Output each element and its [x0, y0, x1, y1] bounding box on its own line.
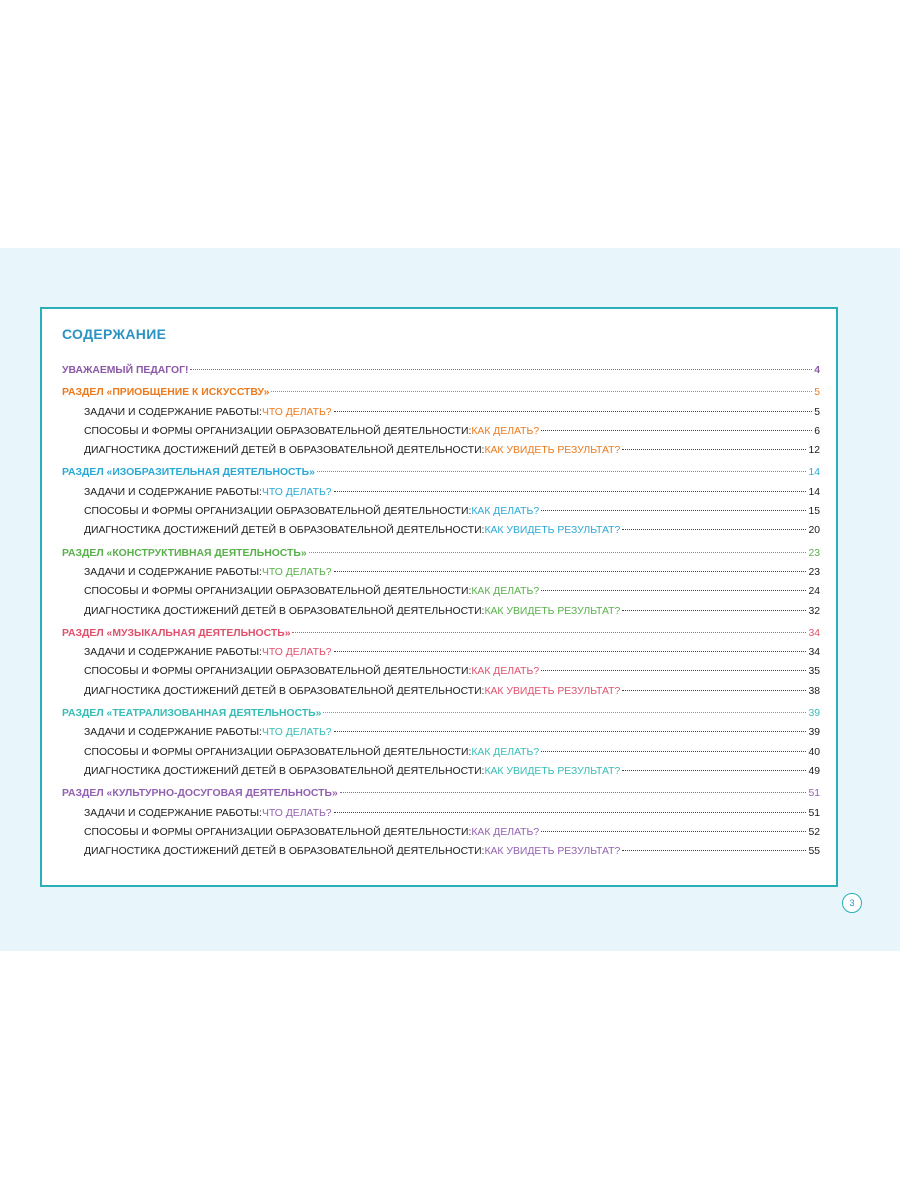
- toc-subsection-entry[interactable]: [62, 682, 820, 701]
- dot-leader: [340, 792, 807, 793]
- dot-leader: [309, 552, 807, 553]
- subsection-highlight: ЧТО ДЕЛАТЬ?: [261, 727, 332, 739]
- toc-subsection-entry[interactable]: [62, 602, 820, 621]
- subsection-page: 38: [808, 685, 820, 697]
- dot-leader: [541, 430, 812, 431]
- toc-subsection-entry[interactable]: [62, 842, 820, 861]
- subsection-label: СПОСОБЫ И ФОРМЫ ОРГАНИЗАЦИИ ОБРАЗОВАТЕЛЬНОЙ ДЕЯТЕЛЬНОСТИ:: [84, 746, 472, 758]
- subsection-highlight: КАК ДЕЛАТЬ?: [471, 506, 540, 518]
- toc-subsection-entry[interactable]: [62, 502, 820, 521]
- subsection-highlight: КАК УВИДЕТЬ РЕЗУЛЬТАТ?: [484, 846, 621, 858]
- dot-leader: [541, 510, 806, 511]
- toc-section-entry[interactable]: [62, 544, 820, 563]
- subsection-page: 24: [808, 586, 820, 598]
- dot-leader: [622, 690, 806, 691]
- subsection-highlight: КАК УВИДЕТЬ РЕЗУЛЬТАТ?: [484, 765, 621, 777]
- subsection-page: 14: [808, 486, 820, 498]
- toc-subsection-entry[interactable]: [62, 521, 820, 540]
- subsection-highlight: КАК ДЕЛАТЬ?: [471, 746, 540, 758]
- toc-subsection-entry[interactable]: [62, 804, 820, 823]
- dot-leader: [334, 812, 807, 813]
- toc-subsection-entry[interactable]: [62, 662, 820, 681]
- section-page: 14: [808, 467, 820, 479]
- subsection-highlight: КАК УВИДЕТЬ РЕЗУЛЬТАТ?: [484, 685, 621, 697]
- subsection-page: 5: [814, 406, 820, 418]
- subsection-page: 32: [808, 605, 820, 617]
- dot-leader: [334, 571, 807, 572]
- dot-leader: [541, 831, 806, 832]
- subsection-highlight: ЧТО ДЕЛАТЬ?: [261, 486, 332, 498]
- subsection-label: ДИАГНОСТИКА ДОСТИЖЕНИЙ ДЕТЕЙ В ОБРАЗОВАТЕЛЬНОЙ ДЕЯТЕЛЬНОСТИ:: [84, 765, 485, 777]
- toc-subsection-entry[interactable]: [62, 582, 820, 601]
- toc-section-entry[interactable]: [62, 463, 820, 482]
- toc-subsection-entry[interactable]: [62, 563, 820, 582]
- subsection-highlight: КАК УВИДЕТЬ РЕЗУЛЬТАТ?: [484, 525, 621, 537]
- intro-page: 4: [814, 365, 820, 376]
- table-of-contents: [62, 361, 820, 861]
- section-page: 51: [808, 788, 820, 800]
- dot-leader: [292, 632, 806, 633]
- toc-subsection-entry[interactable]: [62, 422, 820, 441]
- subsection-label: ЗАДАЧИ И СОДЕРЖАНИЕ РАБОТЫ:: [84, 566, 262, 578]
- dot-leader: [334, 731, 807, 732]
- dot-leader: [271, 391, 812, 392]
- intro-label: УВАЖАЕМЫЙ ПЕДАГОГ!: [62, 365, 189, 376]
- subsection-page: 6: [814, 425, 820, 437]
- subsection-label: ЗАДАЧИ И СОДЕРЖАНИЕ РАБОТЫ:: [84, 406, 262, 418]
- toc-section-entry[interactable]: [62, 704, 820, 723]
- section-label: РАЗДЕЛ «ПРИОБЩЕНИЕ К ИСКУССТВУ»: [62, 387, 270, 399]
- page-title: СОДЕРЖАНИЕ: [62, 326, 167, 342]
- toc-section-entry[interactable]: [62, 383, 820, 402]
- subsection-highlight: КАК ДЕЛАТЬ?: [471, 666, 540, 678]
- subsection-highlight: КАК УВИДЕТЬ РЕЗУЛЬТАТ?: [484, 605, 621, 617]
- toc-subsection-entry[interactable]: [62, 723, 820, 742]
- dot-leader: [334, 651, 807, 652]
- section-label: РАЗДЕЛ «ТЕАТРАЛИЗОВАННАЯ ДЕЯТЕЛЬНОСТЬ»: [62, 708, 322, 720]
- subsection-highlight: ЧТО ДЕЛАТЬ?: [261, 566, 332, 578]
- subsection-highlight: ЧТО ДЕЛАТЬ?: [261, 406, 332, 418]
- subsection-label: СПОСОБЫ И ФОРМЫ ОРГАНИЗАЦИИ ОБРАЗОВАТЕЛЬНОЙ ДЕЯТЕЛЬНОСТИ:: [84, 506, 472, 518]
- dot-leader: [622, 770, 806, 771]
- subsection-page: 15: [808, 506, 820, 518]
- subsection-label: СПОСОБЫ И ФОРМЫ ОРГАНИЗАЦИИ ОБРАЗОВАТЕЛЬНОЙ ДЕЯТЕЛЬНОСТИ:: [84, 826, 472, 838]
- section-label: РАЗДЕЛ «ИЗОБРАЗИТЕЛЬНАЯ ДЕЯТЕЛЬНОСТЬ»: [62, 467, 315, 479]
- subsection-page: 34: [808, 647, 820, 659]
- toc-section-entry[interactable]: [62, 624, 820, 643]
- section-label: РАЗДЕЛ «МУЗЫКАЛЬНАЯ ДЕЯТЕЛЬНОСТЬ»: [62, 627, 291, 639]
- contents-frame: [40, 307, 838, 887]
- subsection-label: ЗАДАЧИ И СОДЕРЖАНИЕ РАБОТЫ:: [84, 647, 262, 659]
- subsection-page: 55: [808, 846, 820, 858]
- subsection-highlight: КАК ДЕЛАТЬ?: [471, 586, 540, 598]
- dot-leader: [334, 411, 813, 412]
- toc-subsection-entry[interactable]: [62, 441, 820, 460]
- dot-leader: [190, 369, 812, 370]
- dot-leader: [323, 712, 806, 713]
- subsection-page: 35: [808, 666, 820, 678]
- section-page: 23: [808, 547, 820, 559]
- subsection-page: 49: [808, 765, 820, 777]
- dot-leader: [317, 471, 807, 472]
- subsection-label: СПОСОБЫ И ФОРМЫ ОРГАНИЗАЦИИ ОБРАЗОВАТЕЛЬНОЙ ДЕЯТЕЛЬНОСТИ:: [84, 425, 472, 437]
- dot-leader: [622, 529, 806, 530]
- subsection-highlight: ЧТО ДЕЛАТЬ?: [261, 807, 332, 819]
- toc-subsection-entry[interactable]: [62, 762, 820, 781]
- subsection-label: СПОСОБЫ И ФОРМЫ ОРГАНИЗАЦИИ ОБРАЗОВАТЕЛЬНОЙ ДЕЯТЕЛЬНОСТИ:: [84, 586, 472, 598]
- subsection-label: СПОСОБЫ И ФОРМЫ ОРГАНИЗАЦИИ ОБРАЗОВАТЕЛЬНОЙ ДЕЯТЕЛЬНОСТИ:: [84, 666, 472, 678]
- dot-leader: [622, 449, 806, 450]
- toc-section-entry[interactable]: [62, 784, 820, 803]
- section-page: 5: [814, 387, 820, 399]
- subsection-page: 51: [808, 807, 820, 819]
- subsection-label: ДИАГНОСТИКА ДОСТИЖЕНИЙ ДЕТЕЙ В ОБРАЗОВАТЕЛЬНОЙ ДЕЯТЕЛЬНОСТИ:: [84, 445, 485, 457]
- subsection-label: ДИАГНОСТИКА ДОСТИЖЕНИЙ ДЕТЕЙ В ОБРАЗОВАТЕЛЬНОЙ ДЕЯТЕЛЬНОСТИ:: [84, 846, 485, 858]
- subsection-highlight: КАК ДЕЛАТЬ?: [471, 826, 540, 838]
- page-number-badge: 3: [842, 893, 862, 913]
- subsection-page: 12: [808, 445, 820, 457]
- toc-subsection-entry[interactable]: [62, 643, 820, 662]
- subsection-label: ЗАДАЧИ И СОДЕРЖАНИЕ РАБОТЫ:: [84, 727, 262, 739]
- section-label: РАЗДЕЛ «КУЛЬТУРНО-ДОСУГОВАЯ ДЕЯТЕЛЬНОСТЬ»: [62, 788, 338, 800]
- subsection-page: 23: [808, 566, 820, 578]
- toc-subsection-entry[interactable]: [62, 403, 820, 422]
- subsection-page: 20: [808, 525, 820, 537]
- subsection-page: 39: [808, 727, 820, 739]
- subsection-label: ДИАГНОСТИКА ДОСТИЖЕНИЙ ДЕТЕЙ В ОБРАЗОВАТЕЛЬНОЙ ДЕЯТЕЛЬНОСТИ:: [84, 605, 485, 617]
- subsection-highlight: КАК УВИДЕТЬ РЕЗУЛЬТАТ?: [484, 445, 621, 457]
- toc-subsection-entry[interactable]: [62, 743, 820, 762]
- subsection-highlight: КАК ДЕЛАТЬ?: [471, 425, 540, 437]
- dot-leader: [334, 491, 807, 492]
- subsection-page: 40: [808, 746, 820, 758]
- subsection-label: ДИАГНОСТИКА ДОСТИЖЕНИЙ ДЕТЕЙ В ОБРАЗОВАТЕЛЬНОЙ ДЕЯТЕЛЬНОСТИ:: [84, 525, 485, 537]
- subsection-page: 52: [808, 826, 820, 838]
- subsection-label: ДИАГНОСТИКА ДОСТИЖЕНИЙ ДЕТЕЙ В ОБРАЗОВАТЕЛЬНОЙ ДЕЯТЕЛЬНОСТИ:: [84, 685, 485, 697]
- section-label: РАЗДЕЛ «КОНСТРУКТИВНАЯ ДЕЯТЕЛЬНОСТЬ»: [62, 547, 307, 559]
- dot-leader: [622, 610, 806, 611]
- section-page: 34: [808, 627, 820, 639]
- subsection-highlight: ЧТО ДЕЛАТЬ?: [261, 647, 332, 659]
- toc-subsection-entry[interactable]: [62, 823, 820, 842]
- toc-subsection-entry[interactable]: [62, 483, 820, 502]
- subsection-label: ЗАДАЧИ И СОДЕРЖАНИЕ РАБОТЫ:: [84, 807, 262, 819]
- dot-leader: [541, 670, 806, 671]
- dot-leader: [541, 590, 806, 591]
- toc-intro-entry[interactable]: [62, 361, 820, 380]
- dot-leader: [541, 751, 806, 752]
- dot-leader: [622, 850, 806, 851]
- section-page: 39: [808, 708, 820, 720]
- subsection-label: ЗАДАЧИ И СОДЕРЖАНИЕ РАБОТЫ:: [84, 486, 262, 498]
